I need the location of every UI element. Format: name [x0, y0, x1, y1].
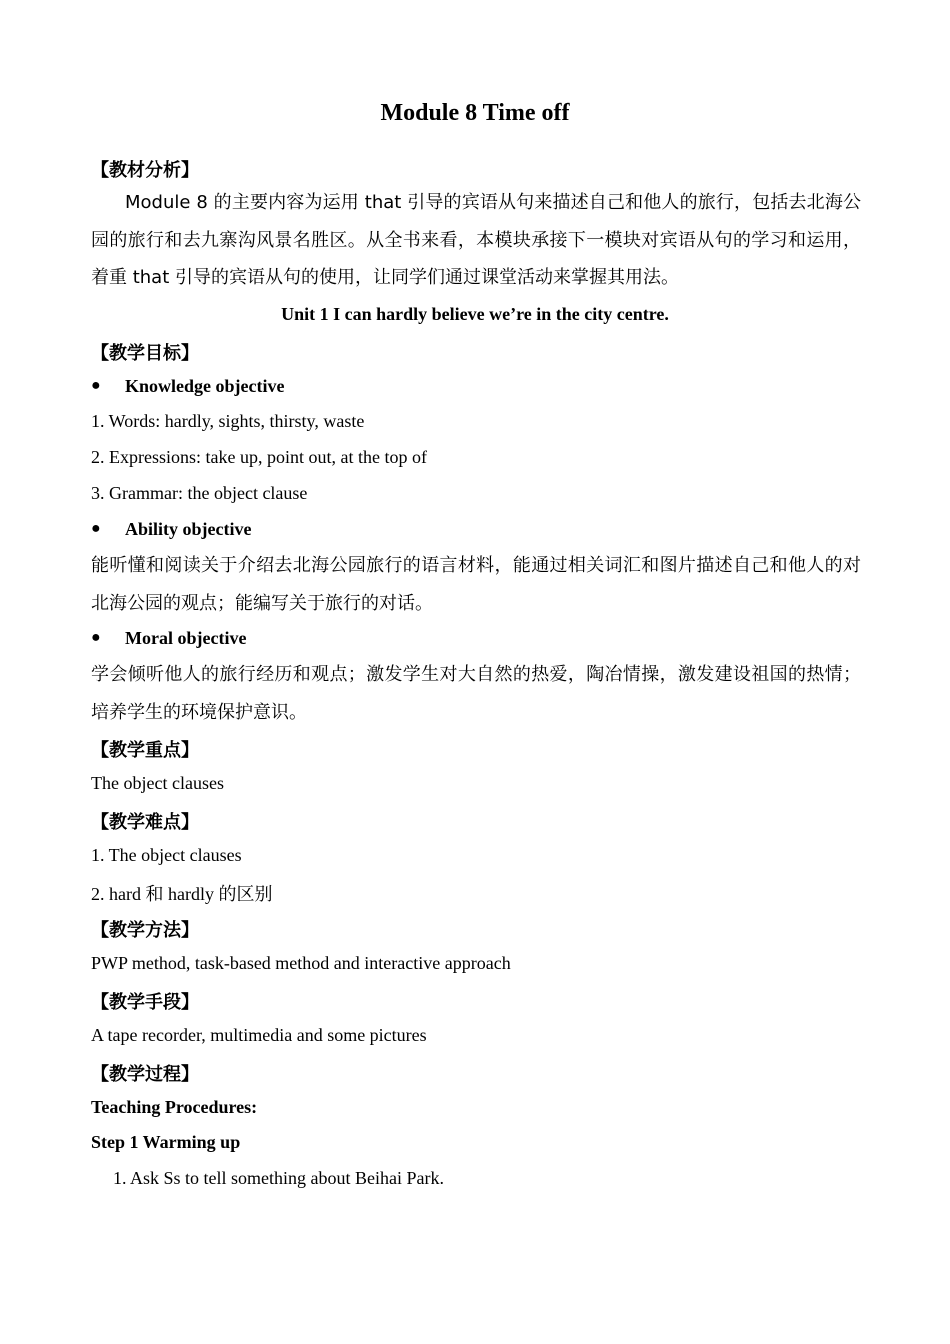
key-text: The object clauses: [91, 773, 224, 793]
means-heading: 【教学手段】: [91, 992, 199, 1013]
analysis-paragraph: Module 8 的主要内容为运用 that 引导的宾语从句来描述自己和他人的旅行，包括去北海公园的旅行和去九寨沟风景名胜区。从全书来看，本模块承接下一模块对宾语从句的学习和运用，着重 that 引导的宾语从句的使用，让同学们通过课堂活动来掌握其用法。: [91, 192, 861, 288]
means-text: A tape recorder, multimedia and some pictures: [91, 1025, 427, 1045]
knowledge-item: 2. Expressions: take up, point out, at the top of: [91, 447, 427, 467]
ability-paragraph: 能听懂和阅读关于介绍去北海公园旅行的语言材料，能通过相关词汇和图片描述自己和他人的对北海公园的观点；能编写关于旅行的对话。: [91, 555, 861, 614]
method-heading: 【教学方法】: [91, 920, 199, 941]
bullet-icon: ●: [91, 520, 101, 537]
goals-heading: 【教学目标】: [91, 343, 199, 364]
knowledge-item: 1. Words: hardly, sights, thirsty, waste: [91, 411, 365, 431]
bullet-icon: ●: [91, 377, 101, 394]
difficult-item: 2. hard 和 hardly 的区别: [91, 884, 273, 904]
difficult-heading: 【教学难点】: [91, 812, 199, 833]
difficult-item: 1. The object clauses: [91, 845, 242, 865]
knowledge-item: 3. Grammar: the object clause: [91, 483, 308, 503]
step-heading: Step 1 Warming up: [91, 1132, 241, 1152]
unit-title: Unit 1 I can hardly believe we’re in the city centre.: [281, 304, 669, 324]
analysis-heading: 【教材分析】: [91, 160, 199, 181]
step-item: 1. Ask Ss to tell something about Beihai Park.: [113, 1168, 444, 1188]
moral-objective-label: Moral objective: [125, 628, 247, 648]
document-title: Module 8 Time off: [380, 100, 570, 126]
method-text: PWP method, task-based method and interactive approach: [91, 953, 511, 973]
key-heading: 【教学重点】: [91, 740, 199, 761]
knowledge-objective-label: Knowledge objective: [125, 376, 285, 396]
bullet-icon: ●: [91, 629, 101, 646]
process-heading: 【教学过程】: [91, 1064, 199, 1085]
moral-paragraph: 学会倾听他人的旅行经历和观点；激发学生对大自然的热爱，陶冶情操，激发建设祖国的热情；培养学生的环境保护意识。: [91, 664, 861, 723]
ability-objective-label: Ability objective: [125, 519, 252, 539]
procedures-label: Teaching Procedures:: [91, 1097, 258, 1117]
